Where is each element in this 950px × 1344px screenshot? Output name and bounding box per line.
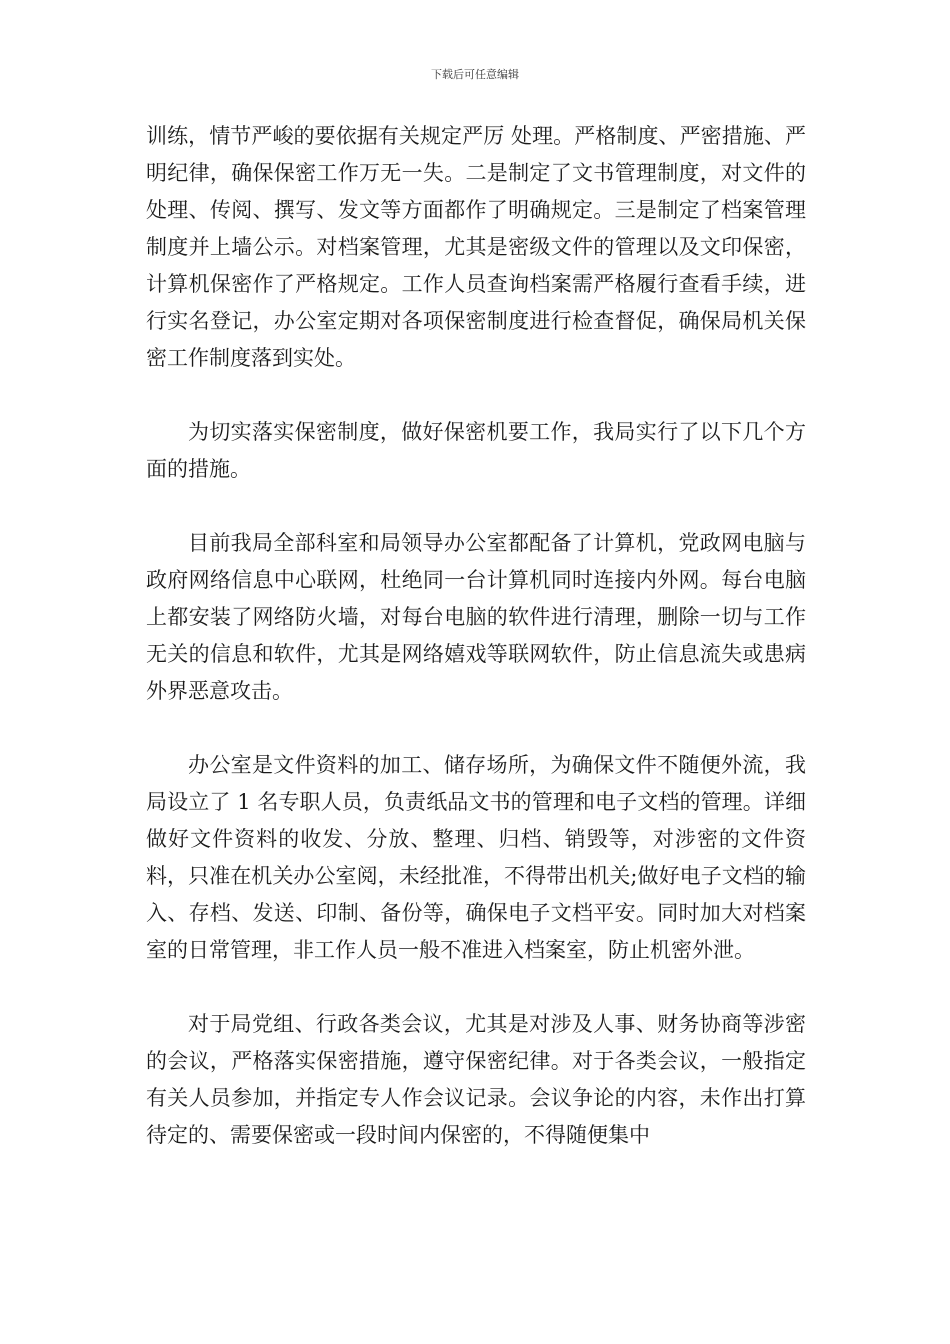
page-header-note: 下载后可任意编辑	[431, 68, 519, 81]
paragraph: 办公室是文件资料的加工、储存场所，为确保文件不随便外流，我局设立了 1 名专职人员，负责纸品文书的管理和电子文档的管理。详细做好文件资料的收发、分放、整理、归档、销毁等，对涉密的文件资料，只准在机关办公室阅，未经批准，不得带出机关;做好电子文档的输入、存档、发送、印制、备份等，确保电子文档平安。同时加大对档案室的日常管理，非工作人员一般不准进入档案室，防止机密外泄。	[146, 753, 806, 962]
paragraph: 训练，情节严峻的要依据有关规定严厉 处理。严格制度、严密措施、严明纪律，确保保密工作万无一失。二是制定了文书管理制度，对文件的处理、传阅、撰写、发文等方面都作了明确规定。三是制定了档案管理制度并上墙公示。对档案管理，尤其是密级文件的管理以及文印保密，计算机保密作了严格规定。工作人员查询档案需严格履行查看手续，进行实名登记，办公室定期对各项保密制度进行检查督促，确保局机关保密工作制度落到实处。	[146, 124, 806, 370]
paragraph: 对于局党组、行政各类会议，尤其是对涉及人事、财务协商等涉密的会议，严格落实保密措施，遵守保密纪律。对于各类会议，一般指定有关人员参加，并指定专人作会议记录。会议争论的内容，未作出打算待定的、需要保密或一段时间内保密的，不得随便集中	[146, 1012, 806, 1147]
document-body	[146, 118, 806, 1191]
paragraph: 目前我局全部科室和局领导办公室都配备了计算机，党政网电脑与政府网络信息中心联网，杜绝同一台计算机同时连接内外网。每台电脑上都安装了网络防火墙，对每台电脑的软件进行清理，删除一切与工作无关的信息和软件，尤其是网络嬉戏等联网软件，防止信息流失或患病外界恶意攻击。	[146, 531, 806, 703]
paragraph: 为切实落实保密制度，做好保密机要工作，我局实行了以下几个方面的措施。	[146, 420, 806, 481]
